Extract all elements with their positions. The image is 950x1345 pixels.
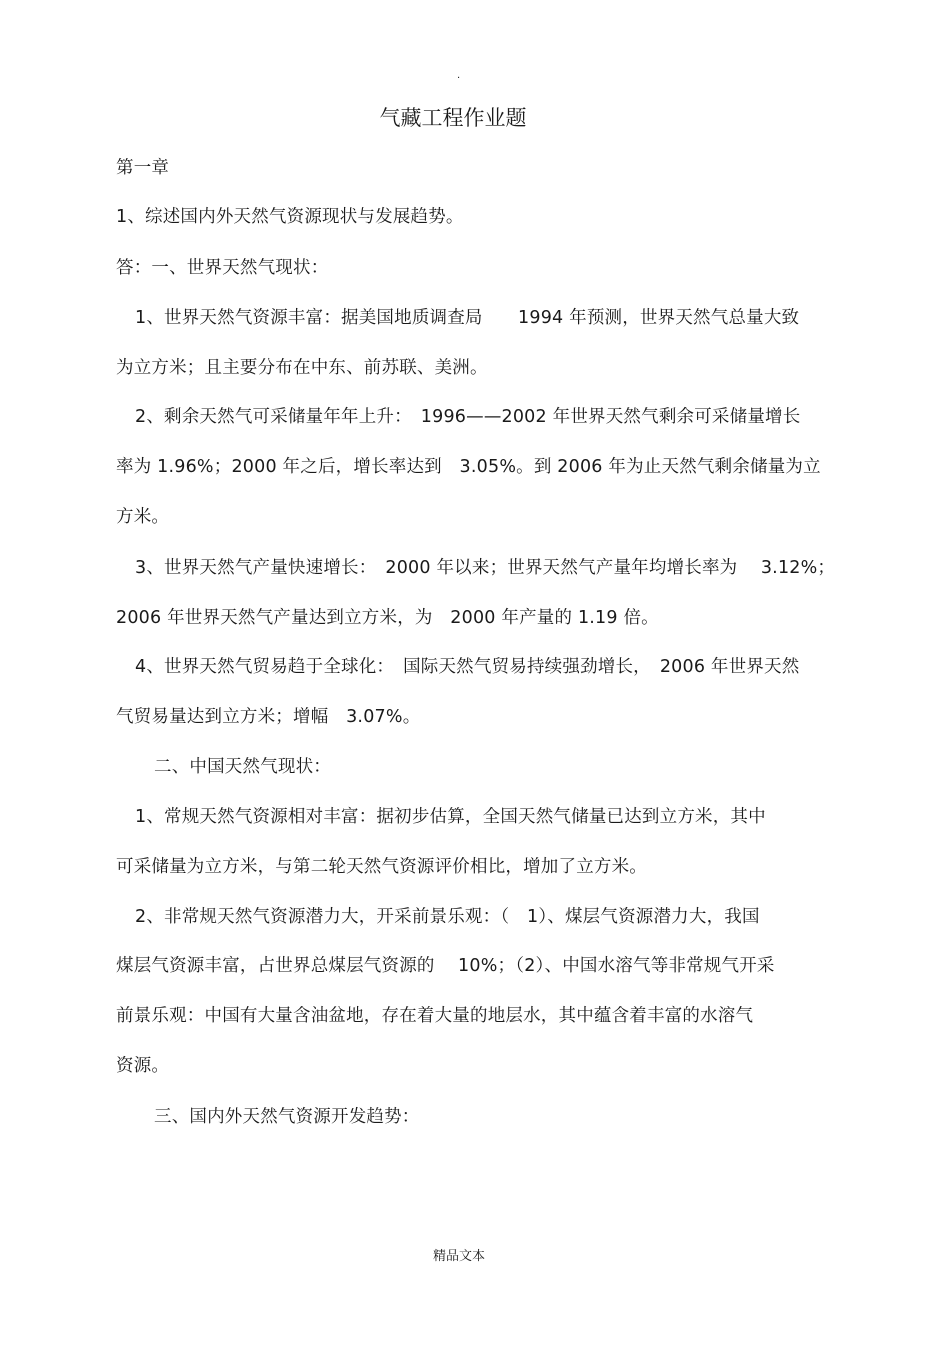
trend-heading: 三、国内外天然气资源开发趋势：: [154, 1107, 420, 1127]
answer-intro: 答：一、世界天然气现状：: [116, 258, 329, 278]
world-item-3-line-2: 2006 年世界天然气产量达到立方米，为 2000 年产量的 1.19 倍。: [116, 608, 659, 628]
world-item-4-line-1: 4、世界天然气贸易趋于全球化： 国际天然气贸易持续强劲增长， 2006 年世界天然: [135, 657, 800, 677]
world-item-2-line-3: 方米。: [116, 507, 170, 527]
world-item-2-line-2: 率为 1.96%；2000 年之后，增长率达到 3.05%。到 2006 年为止天然气剩余储量为立: [116, 457, 821, 477]
chapter-heading: 第一章: [116, 158, 170, 178]
world-item-3-line-1: 3、世界天然气产量快速增长： 2000 年以来；世界天然气产量年均增长率为 3.12%；: [135, 558, 836, 578]
world-item-4-line-2: 气贸易量达到立方米；增幅 3.07%。: [116, 707, 421, 727]
header-mark: .: [457, 70, 461, 81]
china-item-1-line-2: 可采储量为立方米，与第二轮天然气资源评价相比，增加了立方米。: [116, 857, 647, 877]
world-item-2-line-1: 2、剩余天然气可采储量年年上升： 1996——2002 年世界天然气剩余可采储量增长: [135, 407, 801, 427]
china-item-2-line-4: 资源。: [116, 1056, 170, 1076]
page-title: 气藏工程作业题: [379, 106, 527, 130]
page-footer: 精品文本: [432, 1249, 485, 1264]
world-item-1-line-2: 为立方米；且主要分布在中东、前苏联、美洲。: [116, 358, 488, 378]
china-item-2-line-3: 前景乐观：中国有大量含油盆地，存在着大量的地层水，其中蕴含着丰富的水溶气: [116, 1006, 754, 1026]
china-heading: 二、中国天然气现状：: [154, 757, 331, 777]
china-item-2-line-2: 煤层气资源丰富，占世界总煤层气资源的 10%；（2）、中国水溶气等非常规气开采: [116, 956, 775, 976]
question-text: 1、综述国内外天然气资源现状与发展趋势。: [116, 207, 464, 227]
world-item-1-line-1: 1、世界天然气资源丰富：据美国地质调查局 1994 年预测，世界天然气总量大致: [135, 308, 800, 328]
china-item-1-line-1: 1、常规天然气资源相对丰富：据初步估算，全国天然气储量已达到立方米，其中: [135, 807, 766, 827]
china-item-2-line-1: 2、非常规天然气资源潜力大，开采前景乐观：（ 1）、煤层气资源潜力大，我国: [135, 907, 760, 927]
